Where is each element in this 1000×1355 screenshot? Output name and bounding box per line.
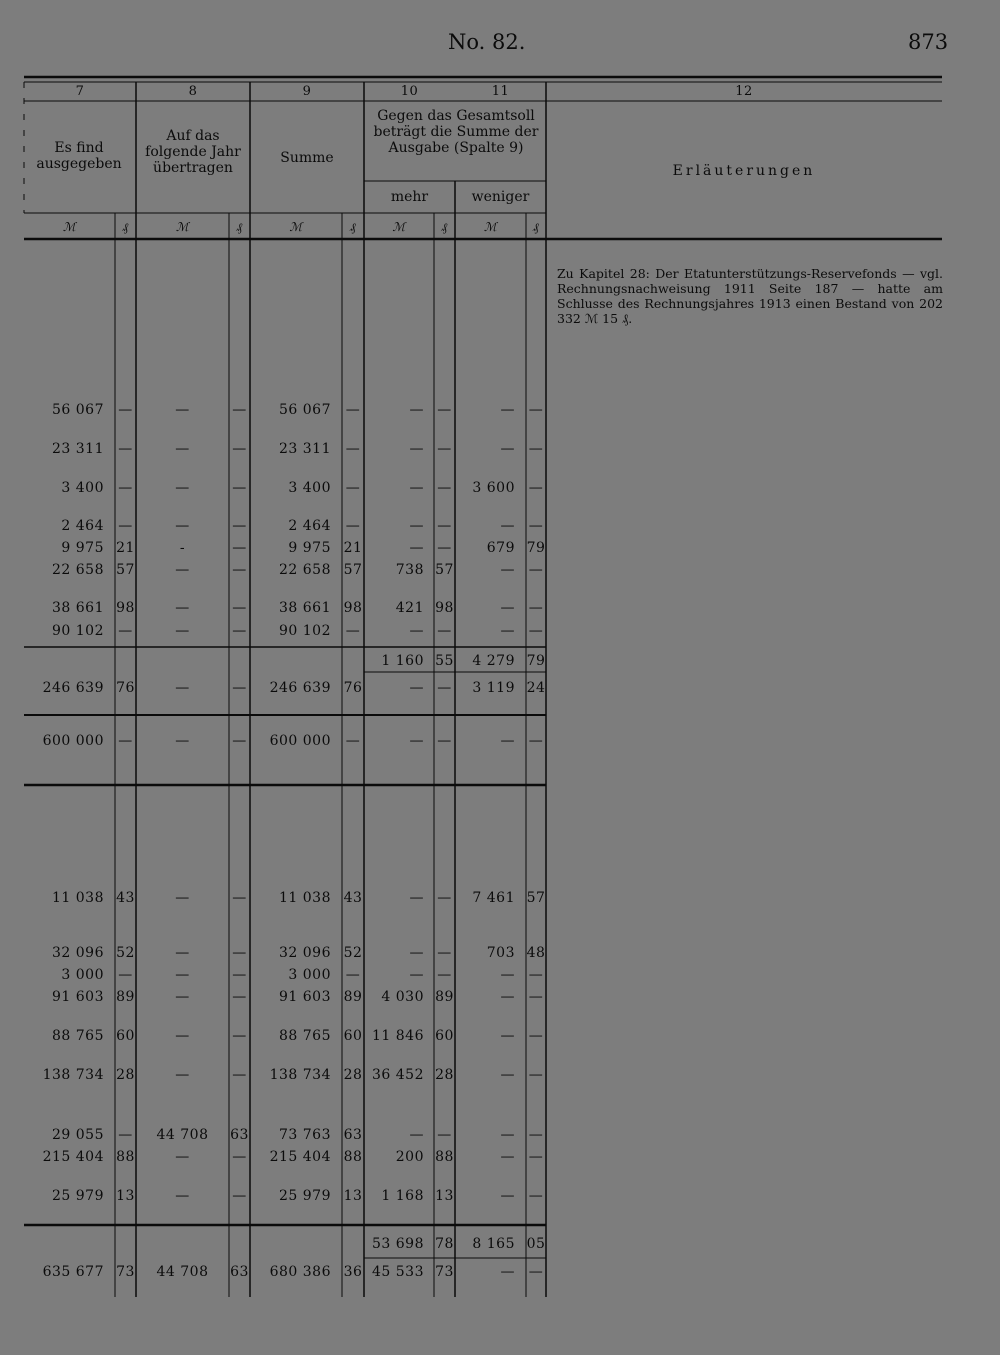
cell-more-mark: 45 533 (372, 1264, 424, 1280)
cell-more-mark: 421 (395, 600, 424, 616)
cell-spent-mark: 90 102 (52, 623, 104, 639)
cell-carried-pf: 63 (230, 1264, 249, 1280)
cell-spent-mark: 246 639 (42, 680, 104, 696)
cell-carried-mark: 44 708 (156, 1264, 209, 1280)
cell-spent-pf: 98 (116, 600, 135, 616)
cell-spent-mark: 138 734 (42, 1067, 104, 1083)
cell-carried-pf: 63 (230, 1127, 249, 1143)
cell-carried-pf: — (232, 402, 247, 418)
cell-more-mark: — (409, 680, 424, 696)
cell-sum-mark: 90 102 (279, 623, 331, 639)
cell-more-mark: — (409, 945, 424, 961)
cell-less-pf: — (528, 1067, 544, 1083)
cell-more-pf: — (437, 441, 452, 457)
cell-less-mark: 3 600 (472, 480, 515, 496)
cell-less-mark: — (500, 562, 515, 578)
cell-spent-pf: — (118, 967, 133, 983)
cell-less-pf: — (528, 1188, 544, 1204)
cell-spent-pf: 88 (116, 1149, 135, 1165)
cell-less-pf: — (528, 562, 544, 578)
cell-carried-mark: — (175, 518, 190, 534)
heading-more: mehr (390, 189, 429, 205)
cell-sum-mark: 23 311 (279, 441, 331, 457)
column-number-12: 12 (735, 84, 753, 99)
cell-spent-pf: — (118, 402, 133, 418)
cell-more-pf: — (437, 890, 452, 906)
cell-less-mark: 7 461 (472, 890, 515, 906)
cell-carried-mark: — (175, 600, 190, 616)
cell-carried-pf: — (232, 945, 247, 961)
cell-less-mark: 679 (486, 540, 515, 556)
cell-spent-mark: 32 096 (52, 945, 104, 961)
cell-less-pf: — (528, 1264, 544, 1280)
cell-carried-mark: — (175, 1028, 190, 1044)
heading-comparison: Gegen das Gesamtsoll beträgt die Summe der Ausgabe (Spalte 9) (373, 108, 539, 156)
cell-spent-pf: 89 (116, 989, 135, 1005)
cell-spent-mark: 22 658 (52, 562, 104, 578)
cell-carried-pf: — (232, 1149, 247, 1165)
cell-less-mark: — (500, 441, 515, 457)
unit-pfennig: ₰ (122, 220, 129, 234)
cell-less-pf: 57 (526, 890, 546, 906)
cell-more-pf: 55 (435, 653, 454, 669)
cell-sum-pf: — (345, 441, 361, 457)
cell-carried-pf: — (232, 441, 247, 457)
cell-less-mark: — (500, 989, 515, 1005)
cell-less-mark: 3 119 (472, 680, 515, 696)
cell-carried-pf: — (232, 680, 247, 696)
cell-less-pf: 24 (526, 680, 546, 696)
cell-sum-mark: 9 975 (288, 540, 331, 556)
cell-carried-mark: — (175, 890, 190, 906)
unit-mark: ℳ (392, 220, 406, 234)
cell-more-mark: — (409, 967, 424, 983)
cell-sum-mark: 91 603 (279, 989, 331, 1005)
cell-less-pf: — (528, 989, 544, 1005)
cell-more-mark: — (409, 623, 424, 639)
cell-more-pf: 73 (435, 1264, 454, 1280)
cell-more-mark: — (409, 518, 424, 534)
cell-less-mark: — (500, 623, 515, 639)
cell-sum-pf: — (345, 733, 361, 749)
cell-spent-pf: 43 (116, 890, 135, 906)
cell-less-mark: — (500, 402, 515, 418)
cell-more-pf: — (437, 680, 452, 696)
cell-more-pf: — (437, 518, 452, 534)
cell-sum-mark: 38 661 (279, 600, 331, 616)
cell-spent-mark: 88 765 (52, 1028, 104, 1044)
cell-sum-pf: 98 (343, 600, 363, 616)
cell-spent-mark: 38 661 (52, 600, 104, 616)
cell-sum-pf: 21 (343, 540, 363, 556)
cell-spent-mark: 3 000 (61, 967, 104, 983)
cell-more-pf: 13 (435, 1188, 454, 1204)
cell-less-mark: 8 165 (472, 1236, 515, 1252)
cell-spent-mark: 29 055 (52, 1127, 104, 1143)
cell-sum-pf: 60 (343, 1028, 363, 1044)
cell-sum-mark: 3 000 (288, 967, 331, 983)
cell-less-mark: 703 (486, 945, 515, 961)
cell-less-mark: — (500, 733, 515, 749)
cell-spent-pf: 60 (116, 1028, 135, 1044)
remarks-note: Zu Kapitel 28: Der Etatunterstützungs-Reservefonds — vgl. Rechnungsnachweisung 1911 Seite 187 — hatte am Schlusse des Rechnungsjahres 1913 einen Bestand von 202 332 ℳ 15 ₰. (557, 266, 943, 326)
cell-sum-mark: 56 067 (279, 402, 331, 418)
cell-spent-mark: 25 979 (52, 1188, 104, 1204)
cell-less-mark: — (500, 518, 515, 534)
cell-spent-pf: 28 (116, 1067, 135, 1083)
cell-spent-pf: 57 (116, 562, 135, 578)
cell-sum-pf: — (345, 480, 361, 496)
cell-less-pf: 79 (526, 540, 546, 556)
cell-less-mark: — (500, 967, 515, 983)
cell-spent-pf: 73 (116, 1264, 135, 1280)
cell-carried-pf: — (232, 600, 247, 616)
cell-sum-pf: 63 (343, 1127, 363, 1143)
cell-more-mark: 53 698 (372, 1236, 424, 1252)
cell-spent-mark: 600 000 (42, 733, 104, 749)
cell-sum-mark: 25 979 (279, 1188, 331, 1204)
cell-spent-pf: — (118, 1127, 133, 1143)
cell-more-mark: — (409, 441, 424, 457)
cell-more-pf: 89 (435, 989, 454, 1005)
cell-more-mark: — (409, 1127, 424, 1143)
cell-carried-mark: 44 708 (156, 1127, 209, 1143)
cell-carried-pf: — (232, 967, 247, 983)
cell-more-mark: 200 (395, 1149, 424, 1165)
cell-less-pf: 79 (526, 653, 546, 669)
cell-carried-mark: — (175, 680, 190, 696)
cell-more-mark: 1 160 (381, 653, 424, 669)
cell-less-pf: — (528, 1127, 544, 1143)
cell-sum-mark: 2 464 (288, 518, 331, 534)
cell-less-mark: 4 279 (472, 653, 515, 669)
cell-sum-mark: 600 000 (269, 733, 331, 749)
cell-more-mark: — (409, 540, 424, 556)
cell-less-mark: — (500, 1067, 515, 1083)
cell-sum-pf: 57 (343, 562, 363, 578)
cell-carried-mark: — (175, 967, 190, 983)
cell-sum-pf: 13 (343, 1188, 363, 1204)
column-number-10: 10 (400, 84, 419, 99)
cell-less-mark: — (500, 1188, 515, 1204)
cell-carried-pf: — (232, 540, 247, 556)
cell-more-pf: 28 (435, 1067, 454, 1083)
cell-sum-mark: 11 038 (279, 890, 331, 906)
cell-sum-pf: 52 (343, 945, 363, 961)
cell-spent-mark: 3 400 (61, 480, 104, 496)
cell-more-mark: 36 452 (372, 1067, 424, 1083)
cell-spent-mark: 2 464 (61, 518, 104, 534)
heading-less: weniger (471, 189, 530, 205)
cell-sum-pf: — (345, 967, 361, 983)
cell-less-pf: — (528, 402, 544, 418)
cell-more-pf: — (437, 402, 452, 418)
cell-spent-mark: 9 975 (61, 540, 104, 556)
cell-carried-pf: — (232, 1028, 247, 1044)
cell-more-pf: 57 (435, 562, 454, 578)
cell-carried-mark: — (175, 733, 190, 749)
cell-carried-mark: — (175, 989, 190, 1005)
cell-carried-pf: — (232, 1067, 247, 1083)
cell-more-pf: 60 (435, 1028, 454, 1044)
cell-sum-mark: 22 658 (279, 562, 331, 578)
cell-more-mark: — (409, 402, 424, 418)
unit-pfennig: ₰ (532, 220, 540, 234)
cell-sum-mark: 680 386 (269, 1264, 331, 1280)
cell-less-pf: — (528, 518, 544, 534)
cell-sum-pf: — (345, 402, 361, 418)
cell-spent-pf: — (118, 441, 133, 457)
heading-sum: Summe (280, 150, 334, 166)
cell-more-pf: — (437, 967, 452, 983)
cell-less-pf: — (528, 623, 544, 639)
cell-spent-pf: 52 (116, 945, 135, 961)
cell-spent-pf: — (118, 623, 133, 639)
cell-less-pf: 48 (526, 945, 546, 961)
heading-remarks: Erläuterungen (672, 163, 816, 179)
cell-spent-pf: 76 (116, 680, 135, 696)
cell-less-mark: — (500, 600, 515, 616)
unit-pfennig: ₰ (349, 220, 357, 234)
cell-sum-mark: 215 404 (269, 1149, 331, 1165)
cell-carried-mark: — (175, 1067, 190, 1083)
cell-spent-mark: 635 677 (42, 1264, 104, 1280)
cell-more-mark: — (409, 890, 424, 906)
cell-carried-mark: — (175, 402, 190, 418)
cell-spent-pf: 13 (116, 1188, 135, 1204)
cell-more-mark: — (409, 733, 424, 749)
cell-less-pf: — (528, 480, 544, 496)
cell-less-mark: — (500, 1149, 515, 1165)
cell-spent-mark: 91 603 (52, 989, 104, 1005)
cell-less-pf: — (528, 1028, 544, 1044)
unit-mark: ℳ (62, 220, 77, 234)
cell-sum-mark: 73 763 (279, 1127, 331, 1143)
cell-sum-pf: 36 (343, 1264, 363, 1280)
cell-carried-mark: — (175, 623, 190, 639)
cell-more-pf: 88 (435, 1149, 454, 1165)
cell-carried-pf: — (232, 1188, 247, 1204)
cell-carried-mark: — (175, 562, 190, 578)
cell-sum-mark: 138 734 (269, 1067, 331, 1083)
cell-more-pf: — (437, 540, 452, 556)
cell-carried-pf: — (232, 890, 247, 906)
cell-more-mark: 11 846 (372, 1028, 424, 1044)
cell-more-pf: — (437, 480, 452, 496)
cell-less-pf: — (528, 733, 544, 749)
column-number-11: 11 (491, 84, 510, 99)
cell-less-pf: — (528, 441, 544, 457)
cell-sum-pf: 43 (343, 890, 363, 906)
cell-sum-pf: 88 (343, 1149, 363, 1165)
cell-sum-pf: — (345, 518, 361, 534)
cell-more-pf: 98 (435, 600, 454, 616)
cell-more-pf: — (437, 623, 452, 639)
heading-carried-over: Auf das folgende Jahr übertragen (145, 128, 241, 176)
cell-less-pf: 05 (526, 1236, 546, 1252)
cell-carried-pf: — (232, 480, 247, 496)
cell-less-pf: — (528, 1149, 544, 1165)
cell-carried-pf: — (232, 562, 247, 578)
cell-more-mark: — (409, 480, 424, 496)
cell-less-pf: — (528, 600, 544, 616)
cell-carried-mark: — (175, 480, 190, 496)
cell-carried-mark: — (175, 1188, 190, 1204)
unit-mark: ℳ (483, 220, 498, 234)
cell-less-pf: — (528, 967, 544, 983)
heading-spent: Es find ausgegeben (36, 140, 122, 172)
cell-sum-pf: 28 (343, 1067, 363, 1083)
unit-mark: ℳ (175, 220, 190, 234)
cell-sum-pf: 76 (343, 680, 363, 696)
cell-sum-mark: 88 765 (279, 1028, 331, 1044)
cell-carried-pf: — (232, 989, 247, 1005)
cell-more-pf: — (437, 733, 452, 749)
page-number-label: No. 82. (448, 30, 526, 54)
cell-spent-pf: — (118, 518, 133, 534)
cell-sum-pf: — (345, 623, 361, 639)
cell-more-mark: 738 (395, 562, 424, 578)
unit-pfennig: ₰ (441, 220, 448, 234)
cell-less-mark: — (500, 1264, 515, 1280)
cell-carried-mark: - (179, 540, 186, 556)
cell-spent-mark: 23 311 (52, 441, 104, 457)
cell-more-pf: 78 (435, 1236, 454, 1252)
cell-spent-pf: — (118, 480, 133, 496)
cell-carried-pf: — (232, 733, 247, 749)
cell-sum-mark: 3 400 (288, 480, 331, 496)
cell-more-mark: 4 030 (381, 989, 424, 1005)
column-number-8: 8 (188, 84, 198, 99)
cell-sum-mark: 32 096 (279, 945, 331, 961)
cell-sum-mark: 246 639 (269, 680, 331, 696)
unit-pfennig: ₰ (236, 220, 243, 234)
column-number-7: 7 (75, 84, 85, 99)
column-number-9: 9 (302, 84, 312, 99)
cell-spent-pf: — (118, 733, 133, 749)
cell-more-mark: 1 168 (381, 1188, 424, 1204)
cell-more-pf: — (437, 945, 452, 961)
page-folio: 873 (908, 30, 949, 54)
cell-more-pf: — (437, 1127, 452, 1143)
cell-sum-pf: 89 (343, 989, 363, 1005)
cell-carried-pf: — (232, 518, 247, 534)
unit-mark: ℳ (289, 220, 303, 234)
cell-carried-mark: — (175, 945, 190, 961)
cell-spent-mark: 215 404 (42, 1149, 104, 1165)
cell-spent-mark: 11 038 (52, 890, 104, 906)
cell-spent-mark: 56 067 (52, 402, 104, 418)
cell-less-mark: — (500, 1127, 515, 1143)
cell-carried-mark: — (175, 1149, 190, 1165)
cell-less-mark: — (500, 1028, 515, 1044)
cell-carried-mark: — (175, 441, 190, 457)
cell-spent-pf: 21 (116, 540, 135, 556)
cell-carried-pf: — (232, 623, 247, 639)
